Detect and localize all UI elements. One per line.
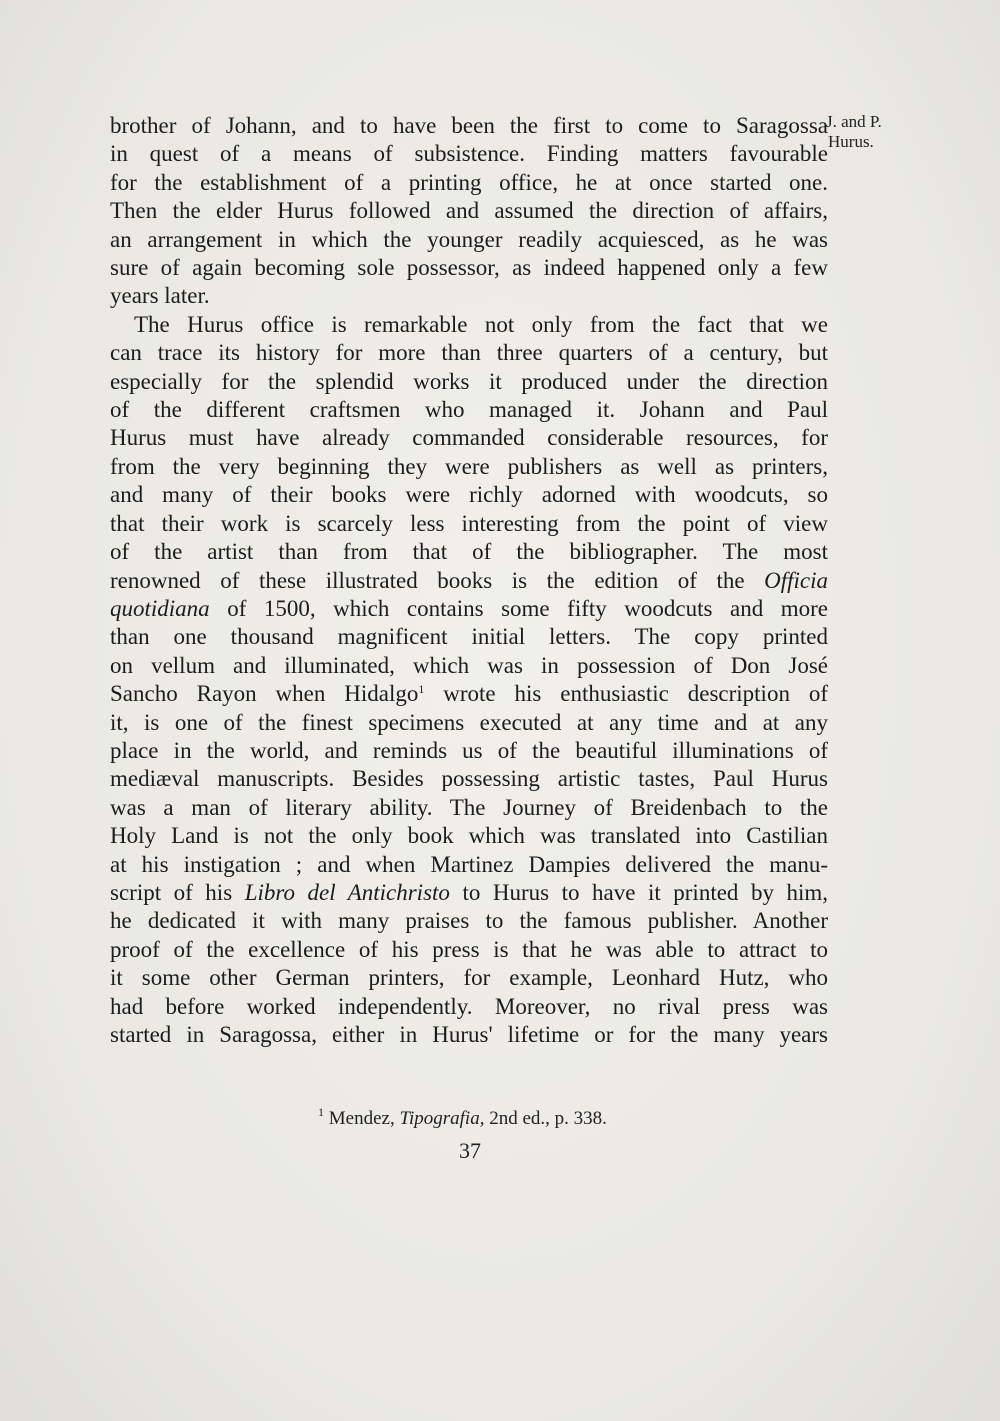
margin-note-line-2: Hurus. [828,132,874,151]
italic-title: quotidiana [110,595,210,621]
italic-title: Officia [764,567,829,593]
text-segment: to Hurus to have it printed by him, [462,879,828,905]
body-text [110,112,828,1049]
text-line: he dedicated it with many praises to the famous publisher. Another [110,908,828,934]
text-line: especially for the splendid works it produced under the direction [110,368,828,394]
text-line: of the artist than from that of the bibliographer. The most [110,539,828,565]
footnote-author: Mendez, [328,1108,395,1129]
text-line: at his instigation ; and when Martinez Dampies delivered the manu- [110,851,828,877]
text-line: was a man of literary ability. The Journey of Breidenbach to the [110,794,828,820]
text-line [110,567,828,595]
text-line: it, is one of the finest specimens executed at any time and at any [110,709,828,735]
text-line: can trace its history for more than three quarters of a century, but [110,340,828,366]
margin-note [826,112,916,152]
text-line: The Hurus office is remarkable not only from the fact that we [134,311,828,337]
text-segment: wrote his enthusiastic description of [443,681,828,707]
text-segment: script of his [110,879,233,905]
text-line: from the very beginning they were publishers as well as printers, [110,453,828,479]
text-line: Holy Land is not the only book which was translated into Castilian [110,823,828,849]
text-line: on vellum and illuminated, which was in possession of Don José [110,652,828,678]
text-line [110,879,828,907]
text-line: in quest of a means of subsistence. Finding matters favourable [110,141,828,167]
footnote-marker: 1 [318,1105,324,1119]
text-line: place in the world, and reminds us of the beautiful illuminations of [110,737,828,763]
italic-title: Libro del Antichristo [244,879,450,905]
footnote-rest: 2nd ed., p. 338. [489,1108,607,1129]
text-segment: of 1500, which contains some fifty woodcuts and more [227,595,828,621]
text-line: had before worked independently. Moreover, no rival press was [110,993,828,1019]
text-line: it some other German printers, for example, Leonhard Hutz, who [110,965,828,991]
text-line: sure of again becoming sole possessor, as indeed happened only a few [110,255,828,281]
text-line: and many of their books were richly adorned with woodcuts, so [110,482,828,508]
text-line: years later. [110,283,210,309]
text-line: mediæval manuscripts. Besides possessing artistic tastes, Paul Hurus [110,766,828,792]
footnote-title: Tipografia, [399,1108,485,1129]
margin-note-line-1: J. and P. [826,112,882,131]
text-segment: Sancho Rayon when Hidalgo [110,681,419,707]
text-line: brother of Johann, and to have been the first to come to Saragossa [110,113,828,138]
text-line: proof of the excellence of his press is that he was able to attract to [110,936,828,962]
footnote [318,1105,607,1130]
text-line: started in Saragossa, either in Hurus' lifetime or for the many years [110,1022,828,1047]
text-line: than one thousand magnificent initial letters. The copy printed [110,624,828,650]
text-segment: renowned of these illustrated books is the edition of the [110,567,745,593]
page-number: 37 [459,1138,481,1163]
text-line [110,680,828,708]
text-line: Hurus must have already commanded considerable resources, for [110,425,828,451]
footnote-ref: 1 [418,682,425,697]
text-line: an arrangement in which the younger readily acquiesced, as he was [110,226,828,252]
text-line: for the establishment of a printing office, he at once started one. [110,169,828,195]
text-line: that their work is scarcely less interesting from the point of view [110,510,828,536]
text-line: of the different craftsmen who managed it. Johann and Paul [110,397,828,423]
text-line [110,595,828,623]
text-line: Then the elder Hurus followed and assumed the direction of affairs, [110,198,828,224]
